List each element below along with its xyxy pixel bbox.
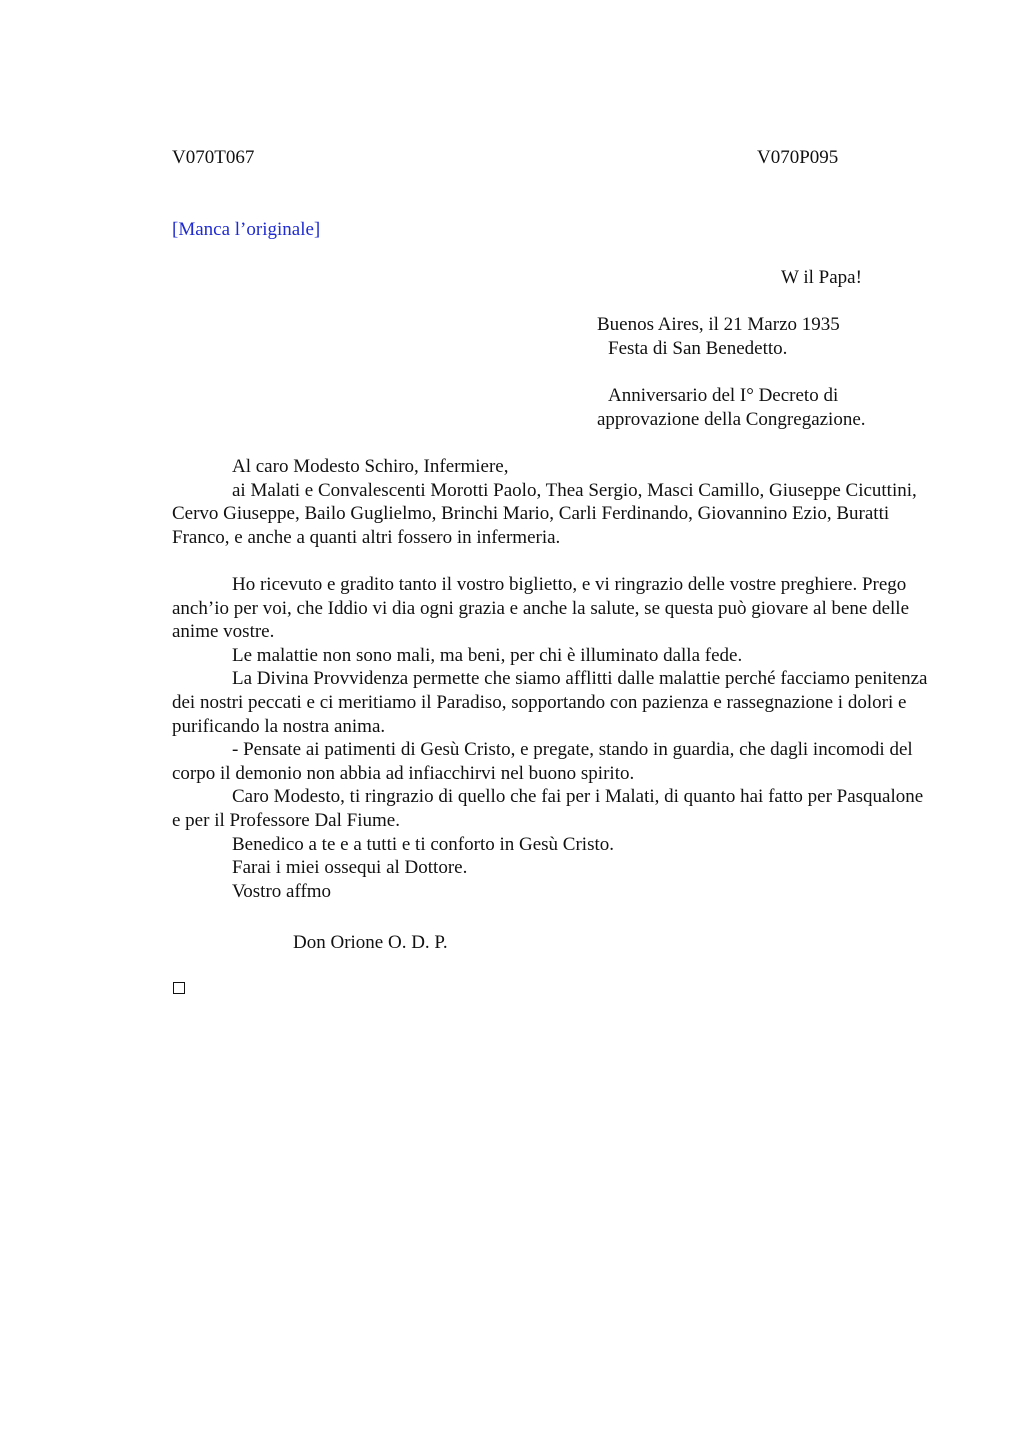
- end-square-icon: [173, 982, 185, 994]
- signature: Don Orione O. D. P.: [293, 932, 448, 953]
- salutation-line-1: Al caro Modesto Schiro, Infermiere,: [232, 456, 509, 477]
- letter-body: [172, 455, 928, 903]
- editorial-note: [Manca l’originale]: [172, 219, 321, 240]
- letter-paragraph: La Divina Provvidenza permette che siamo afflitti dalle malattie perché facciamo penitenza dei nostri peccati e ci meritiamo il Paradiso, sopportando con pazienza e rassegnazione i dolori e purificando la nostra anima.: [172, 668, 928, 737]
- letter-paragraph: - Pensate ai patimenti di Gesù Cristo, e pregate, stando in guardia, che dagli incomodi del corpo il demonio non abbia ad infiacchirvi nel buono spirito.: [172, 739, 913, 784]
- document-code-right: V070P095: [757, 147, 839, 168]
- motto: W il Papa!: [781, 267, 862, 288]
- letter-paragraph: Benedico a te e a tutti e ti conforto in Gesù Cristo.: [232, 833, 615, 855]
- letter-paragraph: Caro Modesto, ti ringrazio di quello che fai per i Malati, di quanto hai fatto per Pasqualone e per il Professore Dal Fiume.: [172, 786, 924, 831]
- document-code-left: V070T067: [172, 147, 255, 168]
- salutation-line-2: ai Malati e Convalescenti Morotti Paolo, Thea Sergio, Masci Camillo, Giuseppe Cicuttini, Cervo Giuseppe, Bailo Guglielmo, Brinchi Mario, Carli Ferdinando, Giovannino Ezio, Buratti Franco, e anche a quanti altri fossero in infermeria.: [172, 479, 917, 548]
- letter-closing: Vostro affmo: [232, 880, 332, 902]
- place-date: Buenos Aires, il 21 Marzo 1935: [597, 314, 840, 335]
- anniversary-line-1: Anniversario del I° Decreto di: [608, 385, 839, 406]
- anniversary-line-2: approvazione della Congregazione.: [597, 409, 866, 430]
- letter-paragraph: Farai i miei ossequi al Dottore.: [232, 857, 468, 879]
- paragraph-spacer: [172, 549, 928, 573]
- letter-paragraph: Ho ricevuto e gradito tanto il vostro biglietto, e vi ringrazio delle vostre preghiere. Prego anch’io per voi, che Iddio vi dia ogni grazia e anche la salute, se questa può giovare al bene delle anime vostre.: [172, 573, 910, 643]
- letter-paragraph: Le malattie non sono mali, ma beni, per chi è illuminato dalla fede.: [232, 644, 743, 666]
- feast-line: Festa di San Benedetto.: [608, 338, 788, 359]
